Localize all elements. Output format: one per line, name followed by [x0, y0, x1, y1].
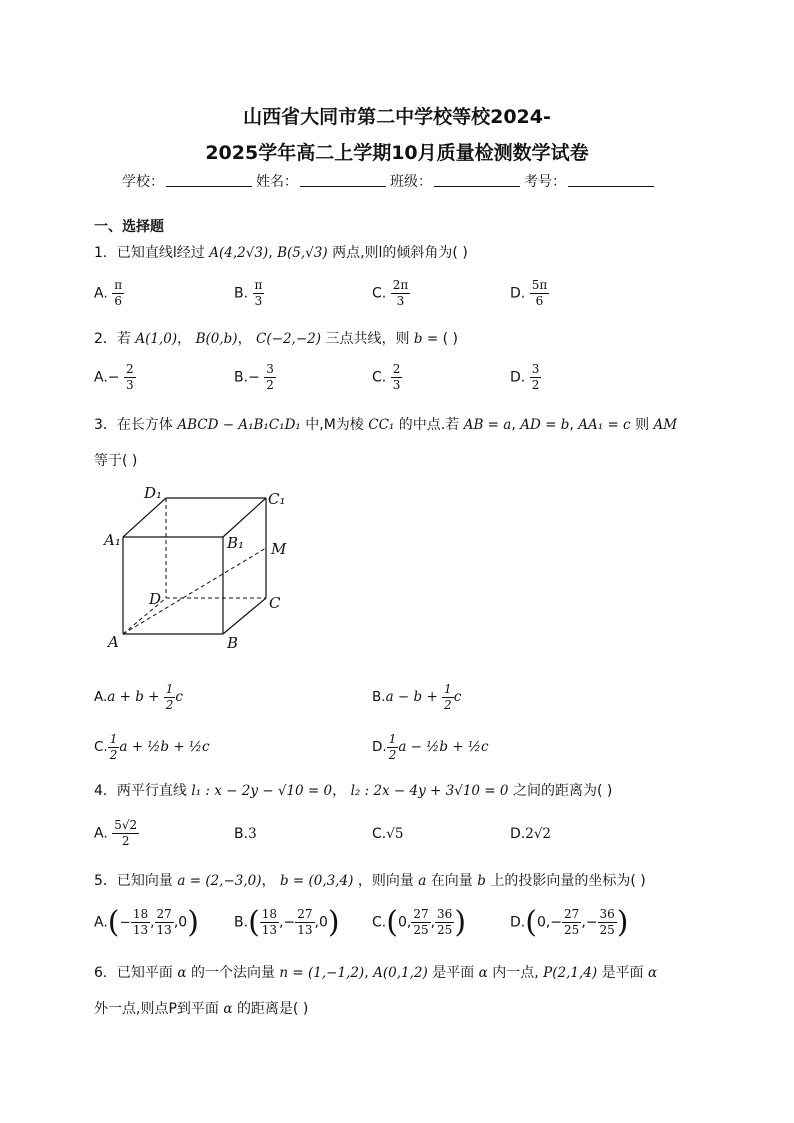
question-4-stem	[94, 780, 612, 800]
fraction	[253, 278, 265, 309]
option-value: 2√2	[525, 826, 552, 842]
q3-option-c[interactable]	[94, 732, 210, 763]
option-letter: D.	[510, 914, 526, 931]
q2-option-b[interactable]	[234, 362, 276, 393]
option-letter: B.	[234, 285, 249, 302]
q1-tail-text: 两点,则l的倾斜角为( )	[332, 245, 468, 261]
option-letter: B.	[234, 914, 249, 931]
label-b: B	[227, 634, 239, 652]
q4-option-d[interactable]	[510, 826, 551, 842]
question-6-stem: 6．已知平面 α 的一个法向量 n = (1,−1,2), A(0,1,2) 是平面 α 内一点, P(2,1,4) 是平面 α	[94, 965, 658, 981]
option-letter: A.	[94, 914, 108, 931]
denominator: 3	[254, 294, 263, 308]
q5-tail-text: 上的投影向量的坐标为( )	[490, 873, 646, 889]
q5-stem-text: 5．已知向量	[94, 873, 173, 889]
q3-solid: ABCD − A₁B₁C₁D₁	[177, 417, 301, 433]
q5-option-b[interactable]: B.( $\frac{18}{13}$ ,− $\frac{27}{13}$ ,0)	[234, 905, 340, 940]
option-letter: A.	[94, 689, 108, 705]
option-end: a − ½b + ½c	[398, 739, 489, 755]
numerator: π	[114, 278, 123, 292]
exam-title-line2: 2025学年高二上学期10月质量检测数学试卷	[205, 142, 589, 164]
q2-stem-text: 2．若	[94, 331, 131, 347]
label-d1: D₁	[144, 484, 163, 502]
q1-option-b[interactable]	[234, 278, 264, 309]
denominator: 3	[396, 294, 405, 308]
denominator: 6	[535, 294, 544, 308]
fraction: $\frac{1}{2}$	[444, 682, 452, 712]
q3-vector-aa1: AA₁ = c	[578, 417, 631, 433]
q5-vector-b: b = (0,3,4)	[279, 873, 354, 889]
q3-option-a[interactable]	[94, 682, 183, 713]
denominator: 2	[266, 378, 274, 392]
cuboid-figure	[100, 482, 310, 652]
q3-mid-text: 中,M为棱	[305, 417, 364, 433]
q1-point-b: B(5,√3)	[277, 245, 328, 261]
q5-vb: b	[477, 873, 486, 889]
q5-option-a[interactable]: A.(− $\frac{18}{13}$ , $\frac{27}{13}$ ,0)	[94, 905, 199, 940]
q6-alpha-3: α	[648, 965, 658, 981]
name-blank[interactable]	[300, 171, 386, 187]
q3-option-b[interactable]	[372, 682, 461, 713]
option-letter: D.	[510, 285, 526, 302]
q1-stem-text: 1．已知直线l经过	[94, 245, 205, 261]
q6-alpha-2: α	[478, 965, 488, 981]
option-letter: D.	[510, 826, 526, 842]
q2-expression: b =	[413, 331, 439, 347]
q2-tail-text: 三点共线，则	[325, 331, 410, 347]
q4-separator: ，	[332, 783, 347, 799]
q4-tail-text: 之间的距离为( )	[512, 783, 613, 799]
q2-option-a[interactable]	[94, 362, 136, 393]
q2-point-c: C(−2,−2)	[256, 331, 321, 347]
fraction	[391, 362, 403, 393]
q6-line2-text: 外一点,则点P到平面	[94, 1001, 219, 1017]
q4-option-a[interactable]	[94, 818, 139, 849]
label-m: M	[271, 540, 287, 558]
denominator: 2	[531, 378, 540, 392]
q6-outside-pre: 是平面	[601, 965, 644, 981]
q3-stem-text: 3．在长方体	[94, 417, 173, 433]
q4-option-c[interactable]	[372, 826, 403, 842]
option-letter: C.	[372, 826, 387, 842]
q3-vector-ab: AB = a	[463, 417, 512, 433]
q4-option-b[interactable]	[234, 826, 257, 842]
q6-point-p: P(2,1,4)	[543, 965, 598, 981]
q1-option-d[interactable]	[510, 278, 549, 309]
section-title: 一、选择题	[94, 219, 164, 235]
sign: −	[248, 369, 260, 386]
label-c: C	[269, 594, 281, 612]
q2-paren: ( )	[442, 331, 458, 347]
option-letter: C.	[372, 369, 387, 386]
denominator: 3	[392, 378, 401, 392]
option-text: a + b +	[107, 689, 164, 705]
label-c1: C₁	[268, 490, 286, 508]
q2-point-b: B(0,b)	[195, 331, 238, 347]
q6-normal-vector: n = (1,−1,2)	[279, 965, 365, 981]
q5-vector-a: a = (2,−3,0)	[177, 873, 262, 889]
option-letter: B.	[234, 826, 249, 842]
option-end: c	[453, 689, 462, 705]
q5-on-text: 在向量	[430, 873, 473, 889]
q3-option-d[interactable]	[372, 732, 489, 763]
numerator: 5π	[531, 278, 548, 292]
option-letter: C.	[372, 914, 387, 931]
option-value: 3	[248, 826, 257, 842]
q6-alpha-4: α	[223, 1001, 233, 1017]
label-d: D	[149, 590, 162, 608]
school-blank[interactable]	[166, 171, 252, 187]
option-letter: C.	[372, 285, 387, 302]
fraction: $\frac{1}{2}$	[388, 732, 397, 762]
q3-condition-text: 的中点.若	[398, 417, 460, 433]
option-letter: B.	[234, 369, 249, 386]
option-letter: D.	[510, 369, 526, 386]
numerator: 3	[531, 362, 540, 376]
fraction	[530, 362, 542, 393]
numerator: 2π	[392, 278, 409, 292]
class-label: 班级：	[390, 174, 432, 190]
exam-number-label: 考号：	[524, 174, 566, 190]
q6-stem-text: 6．已知平面	[94, 965, 173, 981]
q3-line2: 等于( )	[94, 453, 138, 469]
sign: −	[107, 369, 120, 386]
fraction	[124, 362, 136, 393]
q6-inside-text: 内一点,	[492, 965, 539, 981]
q4-stem-text: 4．两平行直线	[94, 783, 187, 799]
option-letter: A.	[94, 285, 108, 302]
q3-then-text: 则	[635, 417, 650, 433]
option-end: c	[175, 689, 183, 705]
q2-option-d[interactable]	[510, 362, 541, 393]
option-end: a + ½b + ½c	[119, 739, 210, 755]
q6-in-plane-text: 是平面	[432, 965, 475, 981]
student-info-row	[122, 171, 658, 191]
label-a: A	[108, 633, 119, 651]
q6-normal-text: 的一个法向量	[190, 965, 275, 981]
option-letter: A.	[94, 825, 108, 842]
name-label: 姓名：	[256, 174, 298, 190]
q1-option-c[interactable]	[372, 278, 410, 309]
fraction: $\frac{1}{2}$	[109, 732, 118, 762]
question-1-stem: 1．已知直线l经过 A(4,2√3), B(5,√3) 两点,则l的倾斜角为( )	[94, 245, 468, 261]
question-2-stem: 2．若 A(1,0)， B(0,b)， C(−2,−2) 三点共线，则 b = ( )	[94, 331, 458, 347]
option-text: a − b +	[385, 689, 443, 705]
option-letter: B.	[372, 689, 386, 705]
option-value: √5	[386, 826, 404, 842]
numerator: 2	[392, 362, 401, 376]
school-label: 学校：	[122, 174, 164, 190]
question-3-stem: 3．在长方体 ABCD − A₁B₁C₁D₁ 中,M为棱 CC₁ 的中点.若 AB = a, AD = b, AA₁ = c 则 AM	[94, 417, 678, 433]
denominator: 6	[114, 294, 122, 308]
exam-title-line1: 山西省大同市第二中学校等校2024-	[243, 106, 551, 128]
q3-edge: CC₁	[368, 417, 395, 433]
fraction	[530, 278, 550, 309]
q5-va: a	[418, 873, 427, 889]
q1-option-a[interactable]	[94, 278, 124, 309]
q2-point-a: A(1,0)	[135, 331, 178, 347]
numerator: 2	[125, 362, 134, 376]
q6-tail-text: 的距离是( )	[236, 1001, 309, 1017]
fraction	[264, 362, 276, 393]
label-b1: B₁	[227, 534, 245, 552]
q2-option-c[interactable]	[372, 362, 402, 393]
question-6-line2	[94, 998, 308, 1018]
q1-point-a: A(4,2√3)	[209, 245, 269, 261]
option-letter: C.	[94, 739, 108, 755]
label-a1: A₁	[104, 531, 121, 549]
fraction: $\frac{1}{2}$	[165, 682, 174, 712]
exam-number-blank[interactable]	[568, 171, 654, 187]
class-blank[interactable]	[434, 171, 520, 187]
q3-vector-ad: AD = b	[520, 417, 570, 433]
q5-mid-text: ，则向量	[357, 873, 414, 889]
numerator: π	[254, 278, 263, 292]
fraction: $\frac{5√2}{2}$	[114, 818, 138, 848]
q6-alpha: α	[177, 965, 187, 981]
q6-point-a: A(0,1,2)	[373, 965, 428, 981]
question-5-stem: 5．已知向量 a = (2,−3,0)， b = (0,3,4) ，则向量 a 在向量 b 上的投影向量的坐标为( )	[94, 873, 646, 889]
option-letter: A.	[94, 369, 108, 386]
denominator: 3	[125, 378, 134, 392]
q5-option-c[interactable]: C.(0, $\frac{27}{25}$ , $\frac{36}{25}$ )	[372, 905, 467, 940]
fraction	[391, 278, 411, 309]
numerator: 3	[266, 362, 274, 376]
q4-line-l2: l₂ : 2x − 4y + 3√10 = 0	[350, 783, 509, 799]
option-letter: D.	[372, 739, 387, 755]
q3-vector-am: AM	[653, 417, 678, 433]
fraction	[112, 278, 124, 309]
q5-option-d[interactable]: D.(0,− $\frac{27}{25}$ ,− $\frac{36}{25}$ )	[510, 905, 629, 940]
q4-line-l1: l₁ : x − 2y − √10 = 0	[191, 783, 333, 799]
